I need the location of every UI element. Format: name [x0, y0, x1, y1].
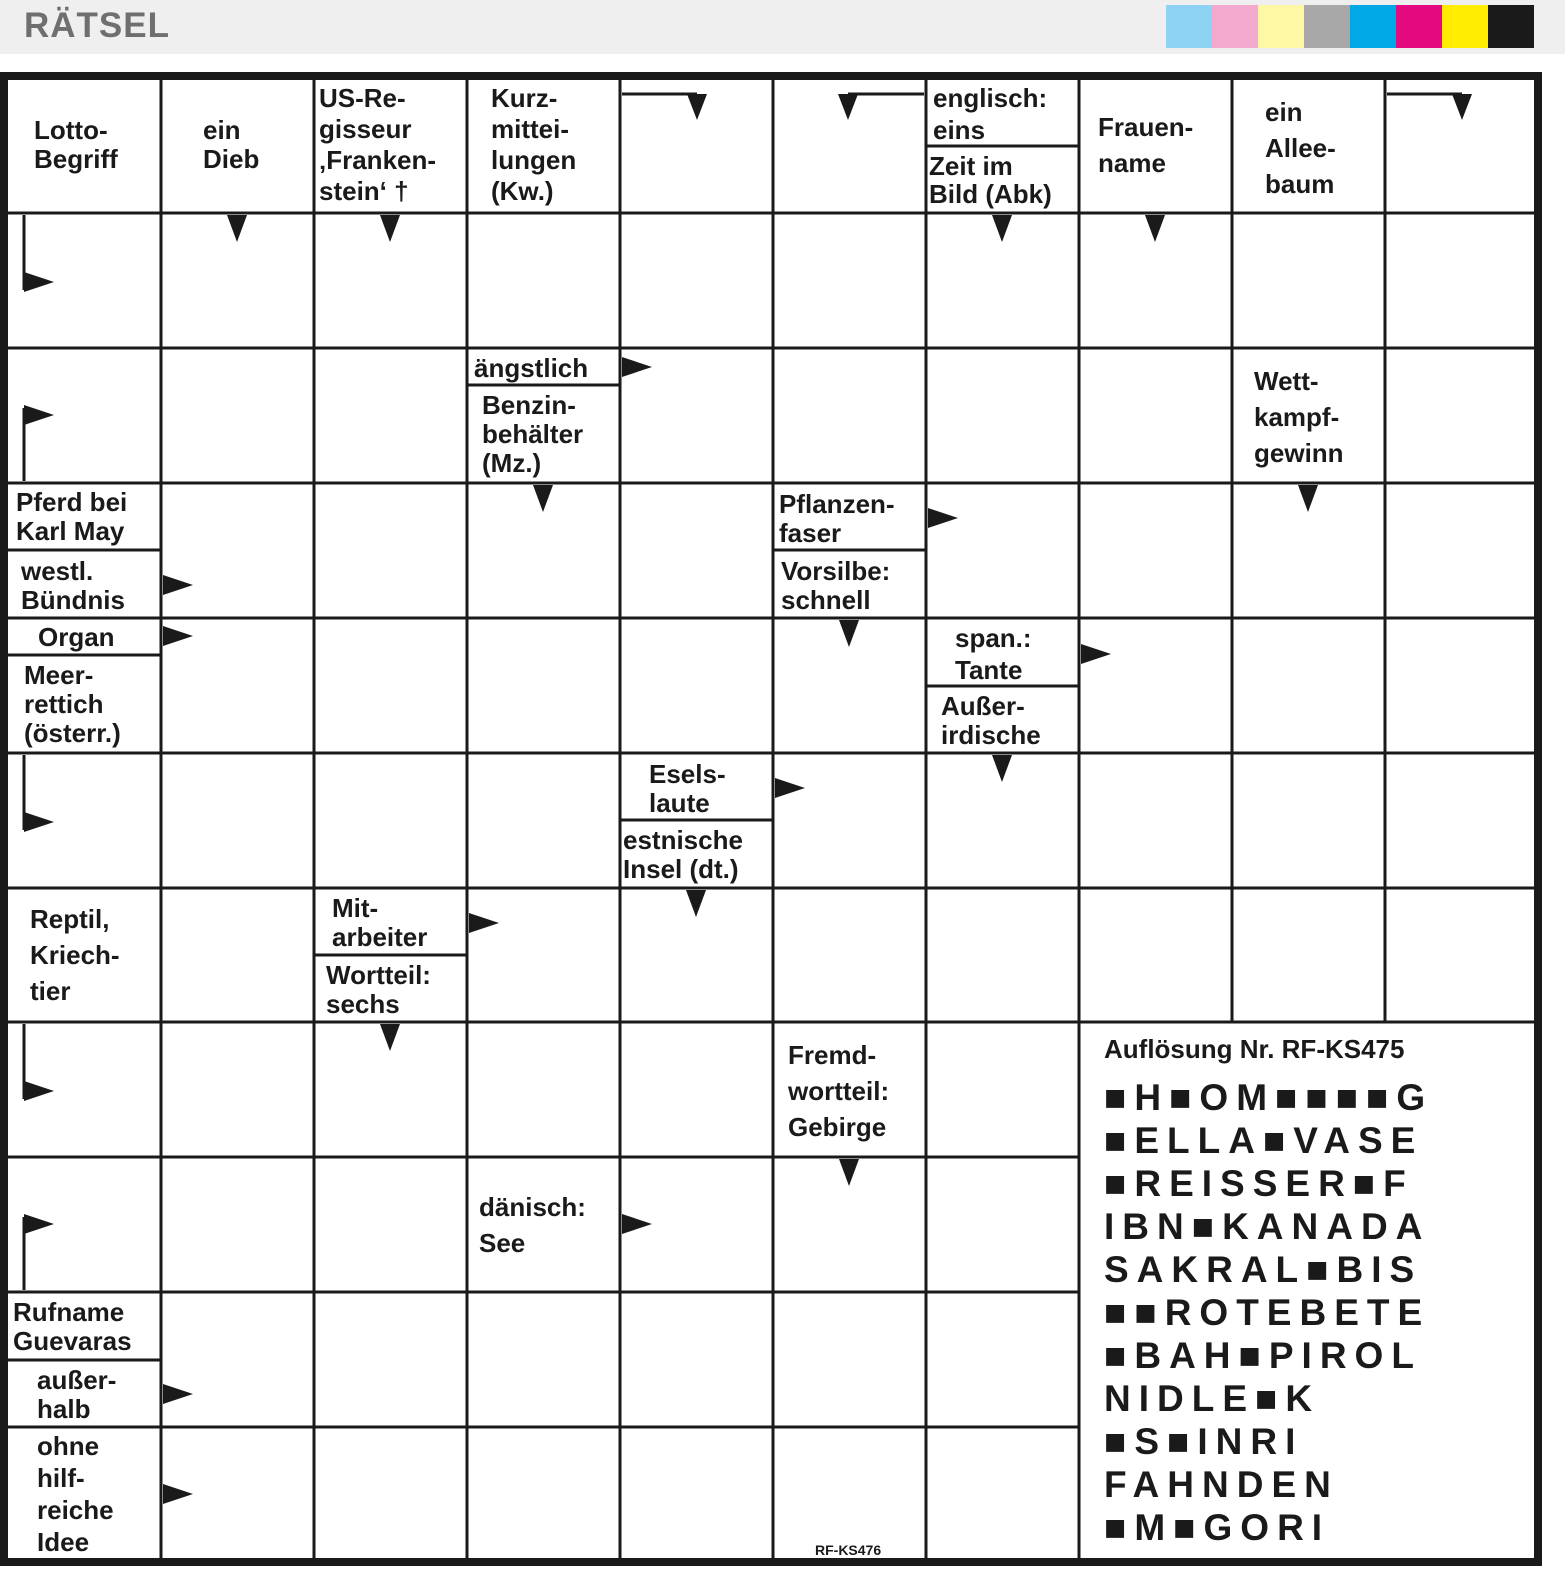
clue-kurzmitteilungen: Kurz- mittei- lungen (Kw.): [491, 83, 577, 206]
solution-row-4: IBN■KANADA: [1104, 1206, 1431, 1247]
clue-vorsilbe-schnell: Vorsilbe: schnell: [781, 556, 891, 615]
solution-row-3: ■REISSER■F: [1104, 1163, 1414, 1204]
solution-row-8: NIDLE■K: [1104, 1378, 1321, 1419]
clue-ausserirdische: Außer- irdische: [941, 691, 1041, 750]
page-title: RÄTSEL: [24, 6, 170, 45]
clue-mitarbeiter: Mit- arbeiter: [332, 893, 428, 952]
solution-row-9: ■S■INRI: [1104, 1421, 1304, 1462]
clue-aengstlich: ängstlich: [474, 352, 589, 383]
clue-zeit-im-bild: Zeit im Bild (Abk): [929, 151, 1052, 209]
clue-alleebaum: ein Allee- baum: [1265, 97, 1336, 199]
clue-pflanzenfaser: Pflanzen- faser: [779, 489, 895, 548]
solution-row-2: ■ELLA■VASE: [1104, 1120, 1424, 1161]
clue-fremdwortteil-gebirge: Fremd- wortteil: Gebirge: [788, 1040, 890, 1142]
clue-englisch-eins: englisch: eins: [933, 83, 1048, 145]
solution-row-10: FAHNDEN: [1104, 1464, 1339, 1505]
clue-wettkampfgewinn: Wett- kampf- gewinn: [1254, 366, 1344, 468]
puzzle-code: RF-KS476: [815, 1542, 882, 1558]
clue-ein-dieb: ein Dieb: [203, 115, 260, 174]
clue-wortteil-sechs: Wortteil: sechs: [326, 960, 431, 1019]
clue-meerrettich: Meer- rettich (österr.): [24, 659, 121, 748]
solution-row-6: ■■ROTEBETE: [1104, 1292, 1431, 1333]
clue-daenisch-see: dänisch: See: [479, 1192, 586, 1258]
solution-row-1: ■H■OM■■■■G: [1104, 1077, 1434, 1118]
clue-frauenname: Frauen- name: [1098, 112, 1194, 178]
clue-reptil: Reptil, Kriech- tier: [30, 904, 120, 1006]
clue-organ: Organ: [38, 621, 115, 652]
clue-rufname-guevaras: Rufname Guevaras: [13, 1297, 132, 1356]
solution-row-11: ■M■GORI: [1104, 1507, 1331, 1548]
clue-benzinbehaelter: Benzin- behälter (Mz.): [482, 389, 584, 478]
clue-lotto-begriff: Lotto- Begriff: [34, 115, 118, 174]
clue-westl-buendnis: westl. Bündnis: [21, 556, 125, 615]
clue-ausserhalb: außer- halb: [37, 1365, 117, 1424]
clue-us-regisseur: US-Re- gisseur ‚Franken- stein‘ †: [319, 83, 437, 206]
clue-ohne-hilfreiche-idee: ohne hilf- reiche Idee: [37, 1431, 114, 1557]
solution-row-7: ■BAH■PIROL: [1104, 1335, 1422, 1376]
clue-pferd-karl-may: Pferd bei Karl May: [16, 487, 128, 546]
clue-eselslaute: Esels- laute: [649, 759, 726, 818]
solution-row-5: SAKRAL■BIS: [1104, 1249, 1423, 1290]
solution-title: Auflösung Nr. RF-KS475: [1104, 1034, 1405, 1064]
clue-estnische-insel: estnische Insel (dt.): [623, 825, 743, 884]
clue-span-tante: span.: Tante: [955, 623, 1032, 685]
